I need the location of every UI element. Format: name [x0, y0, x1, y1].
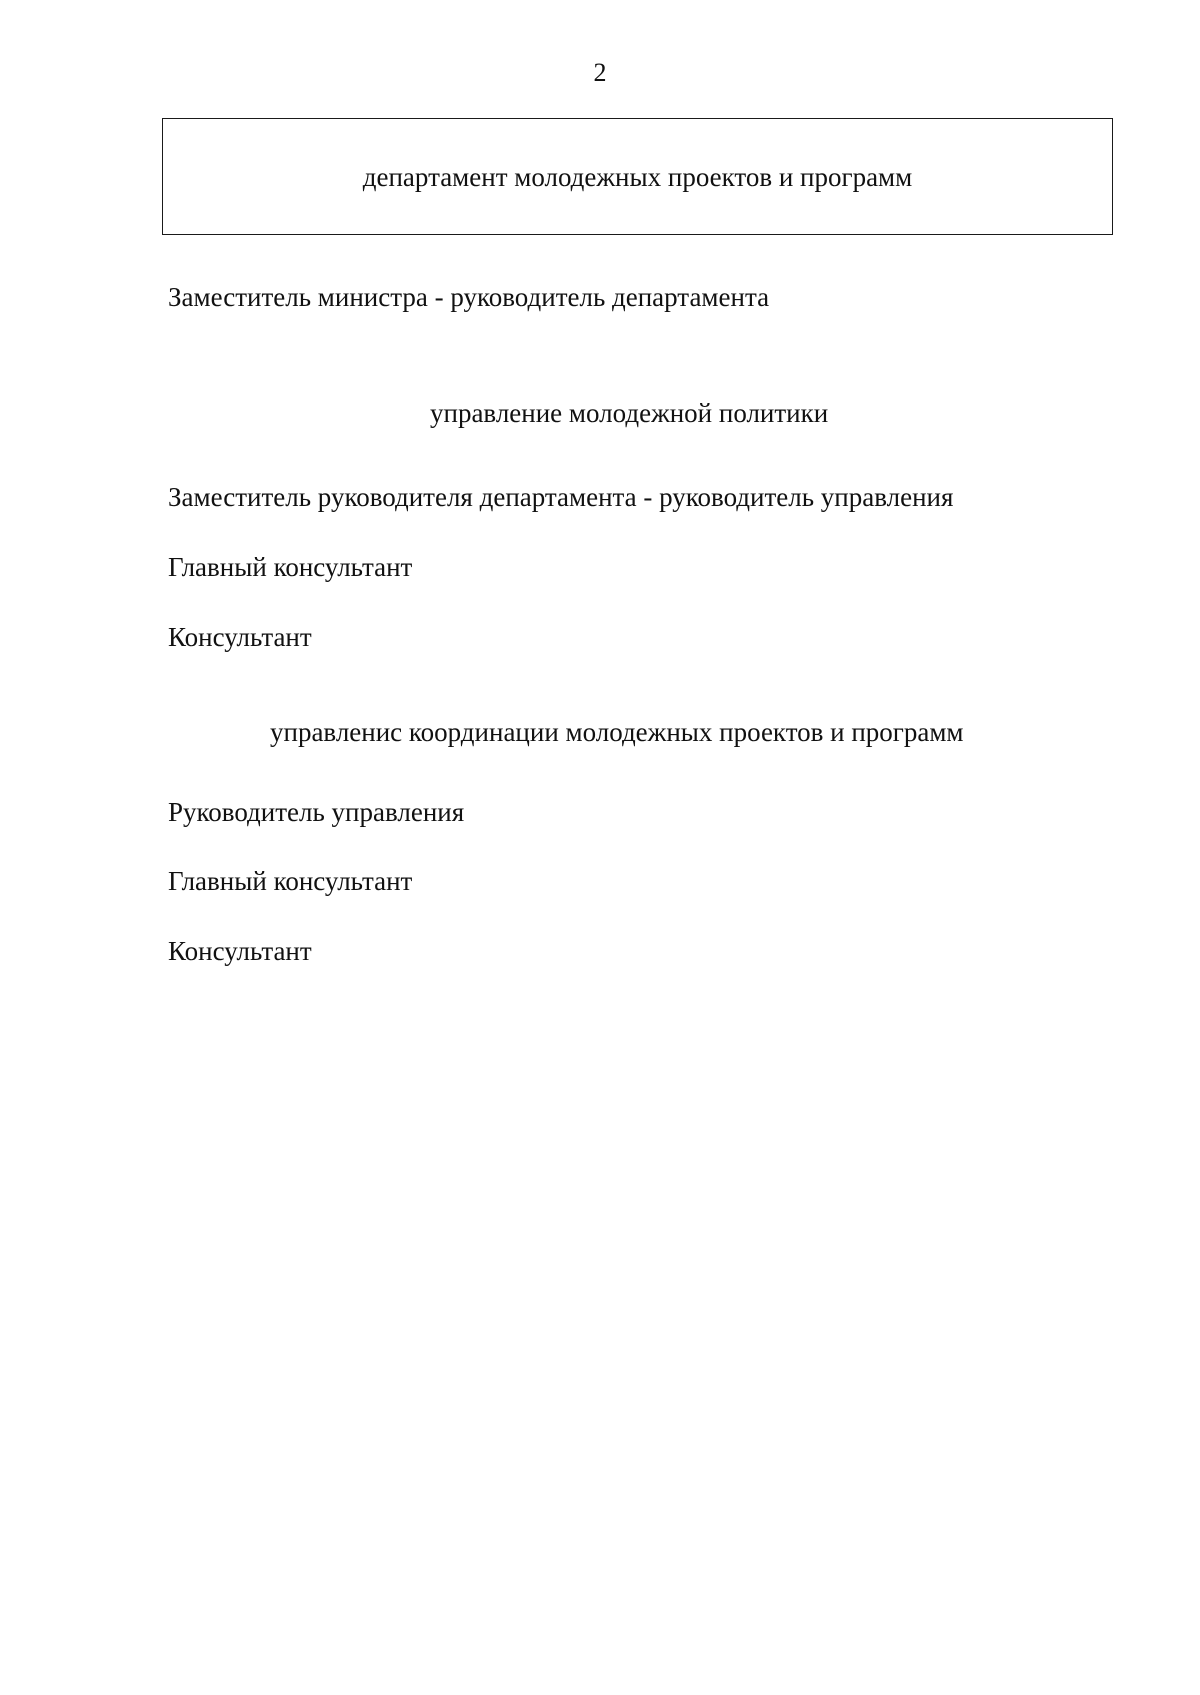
page-number: 2	[593, 58, 607, 87]
unit-title-coordination: управленис координации молодежных проектов и программ	[270, 717, 964, 747]
department-title: департамент молодежных проектов и программ	[362, 162, 913, 192]
unit-position: Консультант	[168, 936, 312, 966]
department-head-position: Заместитель министра - руководитель департамента	[168, 282, 770, 312]
unit-position: Консультант	[168, 622, 312, 652]
unit-position: Главный консультант	[168, 866, 413, 896]
unit-title-youth-policy: управление молодежной политики	[430, 398, 829, 428]
unit-position: Руководитель управления	[168, 797, 465, 827]
unit-position: Заместитель руководителя департамента - руководитель управления	[168, 482, 954, 512]
unit-position: Главный консультант	[168, 552, 413, 582]
